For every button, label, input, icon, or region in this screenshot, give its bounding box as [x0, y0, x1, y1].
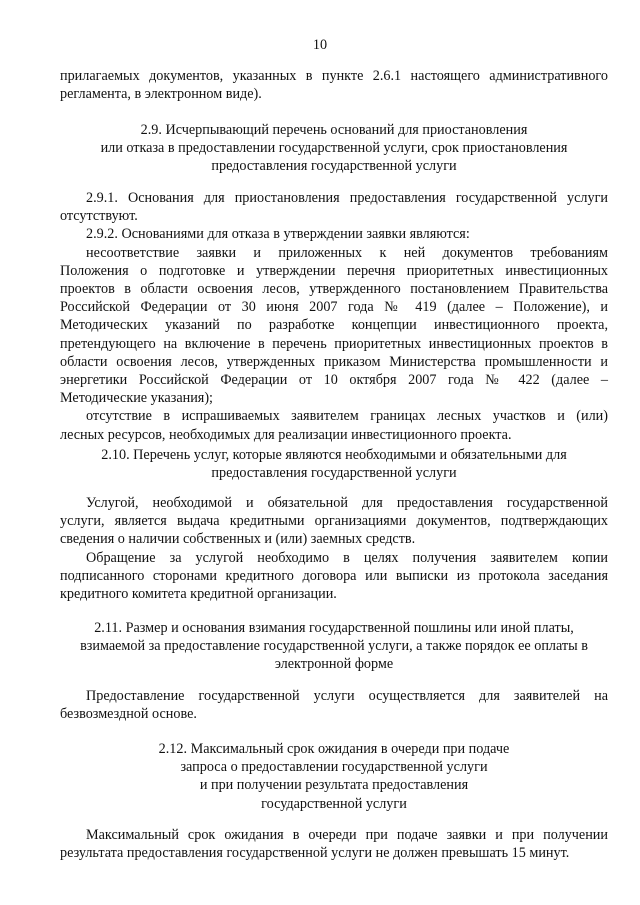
section-body-2-12 [60, 826, 608, 862]
text-line: проектов в области освоения лесов, утвержденного постановлением Правительства [60, 281, 608, 298]
section-body-2-11 [60, 687, 608, 723]
text-line: Предоставление государственной услуги осуществляется для заявителей на [86, 688, 608, 704]
text-line: Максимальный срок ожидания в очереди при подаче заявки и при получении [86, 827, 608, 843]
heading-line: 2.9. Исчерпывающий перечень оснований для приостановления [140, 122, 528, 138]
text-line: услуги, является выдача кредитными организациями документов, подтверждающих [60, 513, 608, 530]
text-line: 2.9.2. Основаниями для отказа в утверждении заявки являются: [86, 226, 470, 243]
text-line: сведения о наличии собственных и (или) заемных средств. [60, 531, 416, 548]
text-line: подписанного сторонами кредитного договора или выписки из протокола заседания [60, 567, 608, 584]
text-line: регламента, в электронном виде). [60, 86, 262, 103]
section-heading-2-12 [60, 740, 608, 813]
heading-line: запроса о предоставлении государственной услуги [180, 759, 488, 776]
text-line: несоответствие заявки и приложенных к ней документов требованиям [86, 244, 608, 261]
intro-paragraph [60, 67, 608, 103]
page-number: 10 [312, 37, 328, 53]
heading-line: 2.10. Перечень услуг, которые являются необходимыми и обязательными для [101, 447, 567, 463]
heading-line: предоставления государственной услуги [211, 158, 457, 175]
section-heading-2-9 [60, 121, 608, 176]
heading-line: предоставления государственной услуги [211, 465, 457, 482]
text-line: Обращение за услугой необходимо в целях получения заявителем копии [86, 549, 608, 566]
heading-line: 2.12. Максимальный срок ожидания в очереди при подаче [158, 741, 510, 757]
text-line: безвозмездной основе. [60, 706, 197, 723]
heading-line: взимаемой за предоставление государственной услуги, а также порядок ее оплаты в [80, 638, 588, 655]
text-line: отсутствуют. [60, 208, 138, 225]
section-heading-2-10 [60, 446, 608, 482]
text-line: области освоения лесов, утвержденных приказом Министерства промышленности и [60, 353, 608, 370]
section-body-2-10 [60, 494, 608, 603]
text-line: Услугой, необходимой и обязательной для предоставления государственной [86, 495, 608, 511]
heading-line: 2.11. Размер и основания взимания государственной пошлины или иной платы, [94, 620, 574, 636]
text-line: результата предоставления государственной услуги не должен превышать 15 минут. [60, 845, 570, 862]
text-line: Положения о подготовке и утверждении перечня приоритетных инвестиционных [60, 262, 608, 279]
text-line: Российской Федерации от 30 июня 2007 года № 419 (далее – Положение), и [60, 299, 608, 316]
text-line: энергетики Российской Федерации от 10 октября 2007 года № 422 (далее – [60, 372, 608, 389]
text-line: 2.9.1. Основания для приостановления предоставления государственной услуги [86, 190, 608, 206]
heading-line: электронной форме [274, 656, 394, 673]
section-body-2-9 [60, 189, 608, 444]
heading-line: и при получении результата предоставления [199, 777, 469, 794]
section-heading-2-11 [60, 619, 608, 674]
text-line: лесных ресурсов, необходимых для реализации инвестиционного проекта. [60, 426, 512, 443]
text-line: претендующего на включение в перечень приоритетных инвестиционных проектов в [60, 335, 608, 352]
heading-line: или отказа в предоставлении государственной услуги, срок приостановления [100, 140, 568, 157]
text-line: отсутствие в испрашиваемых заявителем границах лесных участков и (или) [86, 408, 608, 425]
heading-line: государственной услуги [261, 795, 407, 812]
text-line: кредитного комитета кредитной организации. [60, 586, 337, 603]
text-line: Методические указания); [60, 390, 213, 407]
text-line: Методических указаний по разработке концепции инвестиционного проекта, [60, 317, 608, 334]
text-line: прилагаемых документов, указанных в пункте 2.6.1 настоящего административного [60, 68, 608, 84]
